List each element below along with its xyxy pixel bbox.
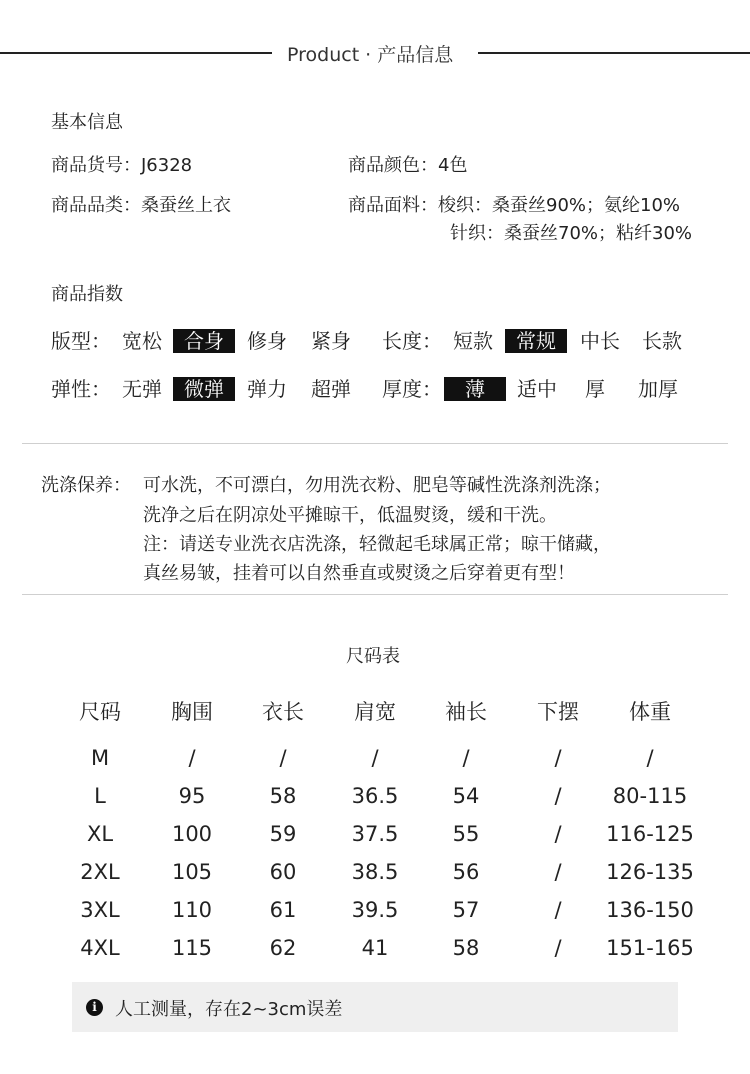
item-number: 商品货号：J6328 — [51, 155, 193, 176]
table-cell: / — [554, 936, 562, 960]
elastic-label: 弹性： — [51, 377, 111, 401]
col-header-sleeve: 袖长 — [445, 700, 487, 724]
fit-option-loose: 宽松 — [122, 329, 162, 353]
table-cell: 61 — [269, 898, 297, 922]
table-cell: 116-125 — [606, 822, 694, 846]
measurement-note-text: 人工测量，存在2~3cm误差 — [115, 999, 343, 1020]
table-cell: 136-150 — [606, 898, 694, 922]
table-cell: 100 — [171, 822, 213, 846]
table-cell: / — [279, 746, 287, 770]
divider-2 — [22, 594, 728, 595]
basic-info-heading: 基本信息 — [51, 112, 123, 133]
table-cell: M — [90, 746, 110, 770]
table-cell: 3XL — [80, 898, 120, 922]
table-cell: / — [554, 860, 562, 884]
table-cell: 110 — [171, 898, 213, 922]
care-line-2: 洗净之后在阴凉处平摊晾干，低温熨烫，缓和干洗。 — [143, 505, 557, 526]
table-cell: / — [554, 784, 562, 808]
col-header-chest: 胸围 — [171, 700, 213, 724]
item-fabric-line2: 针织：桑蚕丝70%；粘纤30% — [450, 223, 693, 244]
col-header-size: 尺码 — [79, 700, 121, 724]
care-line-4: 真丝易皱，挂着可以自然垂直或熨烫之后穿着更有型！ — [143, 563, 575, 584]
table-cell: 62 — [269, 936, 297, 960]
thickness-label: 厚度： — [382, 377, 442, 401]
item-category: 商品品类：桑蚕丝上衣 — [51, 195, 231, 216]
col-header-length: 衣长 — [262, 700, 304, 724]
info-icon: i — [86, 999, 103, 1016]
table-cell: 95 — [178, 784, 206, 808]
care-line-3: 注：请送专业洗衣店洗涤，轻微起毛球属正常；晾干储藏， — [143, 534, 611, 555]
table-cell: / — [371, 746, 379, 770]
elastic-option-stretch: 弹力 — [247, 377, 287, 401]
table-cell: 36.5 — [351, 784, 399, 808]
table-cell: / — [462, 746, 470, 770]
table-cell: / — [554, 746, 562, 770]
table-cell: 151-165 — [606, 936, 694, 960]
table-cell: 59 — [269, 822, 297, 846]
table-cell: 38.5 — [351, 860, 399, 884]
measurement-note — [72, 982, 678, 1032]
divider-1 — [22, 443, 728, 444]
fit-option-tight: 紧身 — [311, 329, 351, 353]
table-cell: 58 — [452, 936, 480, 960]
thickness-option-thick: 厚 — [585, 377, 605, 401]
table-cell: 41 — [361, 936, 389, 960]
table-cell: 55 — [452, 822, 480, 846]
table-cell: / — [554, 898, 562, 922]
length-option-mid: 中长 — [580, 329, 620, 353]
item-color: 商品颜色：4色 — [348, 155, 468, 176]
table-cell: / — [554, 822, 562, 846]
col-header-shoulder: 肩宽 — [354, 700, 396, 724]
table-cell: / — [188, 746, 196, 770]
header-rule-right — [478, 52, 750, 54]
elastic-option-super: 超弹 — [311, 377, 351, 401]
length-option-short: 短款 — [453, 329, 493, 353]
page-title: Product · 产品信息 — [287, 44, 454, 66]
length-label: 长度： — [382, 329, 442, 353]
table-cell: 39.5 — [351, 898, 399, 922]
thickness-option-extra-thick: 加厚 — [638, 377, 678, 401]
table-cell: 2XL — [80, 860, 120, 884]
table-cell: L — [94, 784, 106, 808]
table-cell: 58 — [269, 784, 297, 808]
fit-option-regular-selected: 合身 — [173, 329, 235, 353]
size-table-title: 尺码表 — [346, 646, 400, 667]
care-label: 洗涤保养： — [41, 475, 131, 496]
table-cell: / — [646, 746, 654, 770]
table-cell: 105 — [171, 860, 213, 884]
table-cell: 37.5 — [351, 822, 399, 846]
col-header-hem: 下摆 — [537, 700, 579, 724]
col-header-weight: 体重 — [629, 700, 671, 724]
length-option-long: 长款 — [642, 329, 682, 353]
table-cell: 80-115 — [612, 784, 688, 808]
table-cell: 126-135 — [606, 860, 694, 884]
table-cell: 54 — [452, 784, 480, 808]
index-heading: 商品指数 — [51, 284, 123, 305]
elastic-option-slight-selected: 微弹 — [173, 377, 235, 401]
length-option-regular-selected: 常规 — [505, 329, 567, 353]
thickness-option-medium: 适中 — [517, 377, 557, 401]
table-cell: 57 — [452, 898, 480, 922]
table-cell: 4XL — [80, 936, 120, 960]
table-cell: 60 — [269, 860, 297, 884]
table-cell: 56 — [452, 860, 480, 884]
table-cell: 115 — [171, 936, 213, 960]
care-line-1: 可水洗，不可漂白，勿用洗衣粉、肥皂等碱性洗涤剂洗涤； — [143, 475, 611, 496]
elastic-option-none: 无弹 — [122, 377, 162, 401]
fit-label: 版型： — [51, 329, 111, 353]
item-fabric: 商品面料：梭织：桑蚕丝90%；氨纶10% — [348, 195, 681, 216]
thickness-option-thin-selected: 薄 — [444, 377, 506, 401]
fit-option-slim: 修身 — [247, 329, 287, 353]
table-cell: XL — [86, 822, 114, 846]
header-rule-left — [0, 52, 272, 54]
